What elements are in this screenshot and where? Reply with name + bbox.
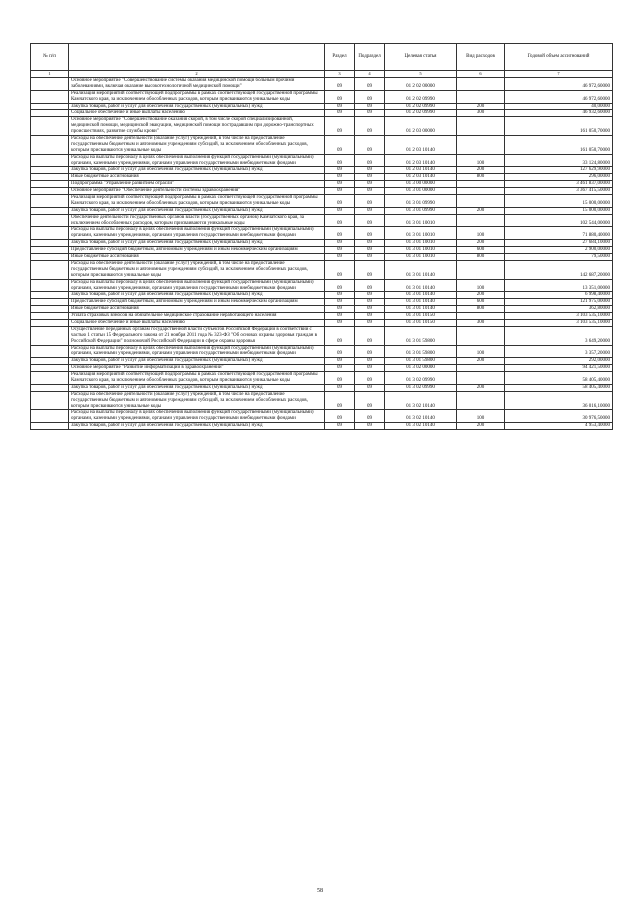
row-target: 01 3 01 59800 [385,345,457,358]
row-number [31,391,69,410]
row-name: Закупка товаров, работ и услуг для обеспечения государственных (муниципальных) нужд [69,358,325,365]
row-amount: 15 000,00000 [505,195,613,208]
table-row [31,313,613,320]
row-name: Предоставление субсидий бюджетным, автономным учреждениям и иным некоммерческим организациям [69,247,325,254]
row-subsection: 09 [355,391,385,410]
row-number [31,384,69,391]
table-row [31,167,613,174]
row-number [31,365,69,372]
row-subsection: 09 [355,384,385,391]
row-section: 09 [325,78,355,91]
table-body [31,78,613,430]
row-amount: 71 880,40000 [505,227,613,240]
row-subsection: 09 [355,181,385,188]
row-number [31,254,69,261]
row-subsection: 09 [355,110,385,117]
row-amount: 4 953,40000 [505,423,613,430]
row-subsection: 09 [355,326,385,345]
row-name: Расходы на обеспечение деятельности (оказание услуг) учреждений, в том числе на предоставление государственным бюджетным и автономным учреждениям субсидий, за исключением обособленных расходов, которым присваиваются уникальные коды [69,136,325,155]
row-name: Социальное обеспечение и иные выплаты населению [69,110,325,117]
row-name: Основное мероприятие "Развитие информатизации в здравоохранении" [69,365,325,372]
row-section: 09 [325,103,355,110]
row-subsection: 09 [355,240,385,247]
row-number [31,423,69,430]
row-target: 01 2 03 00000 [385,117,457,136]
row-section: 09 [325,188,355,195]
row-target: 01 3 01 10010 [385,227,457,240]
row-amount: 46 932,60000 [505,110,613,117]
row-number [31,195,69,208]
column-number: 2 [69,71,325,78]
row-target: 01 3 01 10010 [385,254,457,261]
row-name: Основное мероприятие "Совершенствование оказания скорой, в том числе скорой специализированной, медицинской помощи, медицинской эвакуации, медицинской помощи пострадавшим при дорожно-транспортных происшествиях, развитие службы крови" [69,117,325,136]
row-expense-type [457,90,505,103]
row-section: 09 [325,358,355,365]
row-section: 09 [325,136,355,155]
row-target: 01 3 01 59800 [385,326,457,345]
row-section: 09 [325,240,355,247]
row-expense-type [457,117,505,136]
row-amount: 3 649,20000 [505,326,613,345]
row-name: Основное мероприятие "Обеспечение деятельности системы здравоохранения" [69,188,325,195]
row-name: Иные бюджетные ассигнования [69,306,325,313]
row-section: 09 [325,154,355,167]
row-target: 01 3 01 10140 [385,292,457,299]
column-number: 4 [355,71,385,78]
row-number [31,279,69,292]
row-number [31,117,69,136]
row-target: 01 3 01 10150 [385,319,457,326]
row-subsection: 09 [355,260,385,279]
row-number [31,78,69,91]
row-expense-type: 200 [457,207,505,214]
row-expense-type: 200 [457,103,505,110]
table-row [31,195,613,208]
row-number [31,358,69,365]
row-name: Реализация мероприятий соответствующей подпрограммы в рамках соответствующей государственной программы Камчатского края, за исключением обособленных расходов, которым присваиваются уникальные коды [69,195,325,208]
table-row [31,227,613,240]
row-target: 01 2 02 09990 [385,90,457,103]
row-amount: 142 687,20000 [505,260,613,279]
row-subsection: 09 [355,174,385,181]
row-number [31,103,69,110]
row-number [31,188,69,195]
row-target: 01 3 02 09990 [385,372,457,385]
row-subsection: 09 [355,188,385,195]
row-amount: 102 544,00000 [505,214,613,227]
row-section: 09 [325,110,355,117]
row-section: 09 [325,292,355,299]
row-section: 09 [325,247,355,254]
row-name: Расходы на выплаты персоналу в целях обеспечения выполнения функций государственными (муниципальными) органами, казенными учреждениями, органами управления государственными внебюджетными фондами [69,410,325,423]
row-subsection: 09 [355,90,385,103]
row-section: 09 [325,117,355,136]
row-section: 09 [325,391,355,410]
table-row [31,240,613,247]
row-expense-type: 200 [457,292,505,299]
table-row [31,299,613,306]
row-name: Закупка товаров, работ и услуг для обеспечения государственных (муниципальных) нужд [69,292,325,299]
row-name: Расходы на выплаты персоналу в целях обеспечения выполнения функций государственными (муниципальными) органами, казенными учреждениями, органами управления государственными внебюджетными фондами [69,345,325,358]
table-row [31,207,613,214]
row-number [31,247,69,254]
row-name: Закупка товаров, работ и услуг для обеспечения государственных (муниципальных) нужд [69,240,325,247]
table-row [31,188,613,195]
row-name: Расходы на выплаты персоналу в целях обеспечения выполнения функций государственными (муниципальными) органами, казенными учреждениями, органами управления государственными внебюджетными фондами [69,279,325,292]
row-expense-type: 600 [457,247,505,254]
row-amount: 79,50000 [505,254,613,261]
table-row [31,423,613,430]
table-row [31,110,613,117]
row-target: 01 2 03 10140 [385,154,457,167]
row-subsection: 09 [355,423,385,430]
row-target: 01 3 01 09990 [385,195,457,208]
row-target: 01 3 01 00000 [385,188,457,195]
row-expense-type [457,365,505,372]
row-expense-type [457,214,505,227]
row-section: 09 [325,227,355,240]
row-section: 09 [325,207,355,214]
table-row [31,174,613,181]
table-row [31,358,613,365]
row-expense-type: 800 [457,174,505,181]
row-subsection: 09 [355,154,385,167]
row-target: 01 3 01 10140 [385,279,457,292]
row-amount: 362,80000 [505,306,613,313]
row-amount: 3 103 535,10000 [505,319,613,326]
row-subsection: 09 [355,227,385,240]
page-number: 58 [317,888,323,894]
row-number [31,260,69,279]
table-row [31,326,613,345]
row-subsection: 09 [355,254,385,261]
row-name: Закупка товаров, работ и услуг для обеспечения государственных (муниципальных) нужд [69,103,325,110]
table-row [31,254,613,261]
row-amount: 58 405,40000 [505,372,613,385]
row-subsection: 09 [355,345,385,358]
table-row [31,78,613,91]
row-section: 09 [325,90,355,103]
row-target: 01 2 03 10140 [385,136,457,155]
row-expense-type: 300 [457,319,505,326]
header-section: Раздел [325,44,355,71]
row-target: 01 2 02 09990 [385,110,457,117]
row-expense-type [457,372,505,385]
budget-table [30,43,613,430]
row-number [31,214,69,227]
row-amount: 3 461 837,00000 [505,181,613,188]
row-target: 01 2 03 10140 [385,174,457,181]
row-section: 09 [325,345,355,358]
row-section: 09 [325,181,355,188]
row-expense-type [457,313,505,320]
row-number [31,240,69,247]
row-expense-type [457,391,505,410]
row-section: 09 [325,299,355,306]
table-row [31,279,613,292]
row-expense-type: 200 [457,167,505,174]
row-number [31,313,69,320]
header-amount: Годовой объем ассигнований [505,44,613,71]
table-row [31,103,613,110]
row-name: Расходы на выплаты персоналу в целях обеспечения выполнения функций государственными (муниципальными) органами, казенными учреждениями, органами управления государственными внебюджетными фондами [69,154,325,167]
header-num: № п/п [31,44,69,71]
row-target: 01 3 02 10140 [385,423,457,430]
row-expense-type [457,260,505,279]
row-section: 09 [325,167,355,174]
row-amount: 127 629,90000 [505,167,613,174]
row-amount: 3 103 535,10000 [505,313,613,320]
row-number [31,306,69,313]
row-name: Расходы на выплаты персоналу в целях обеспечения выполнения функций государственными (муниципальными) органами, казенными учреждениями, органами управления государственными внебюджетными фондами [69,227,325,240]
table-row [31,345,613,358]
row-amount: 46 972,60000 [505,78,613,91]
table-row [31,372,613,385]
table-row [31,154,613,167]
column-number: 5 [385,71,457,78]
row-expense-type: 800 [457,306,505,313]
row-expense-type: 100 [457,345,505,358]
row-number [31,372,69,385]
row-subsection: 09 [355,279,385,292]
row-section: 09 [325,306,355,313]
row-number [31,292,69,299]
row-subsection: 09 [355,313,385,320]
row-expense-type: 100 [457,410,505,423]
row-number [31,154,69,167]
row-section: 09 [325,279,355,292]
row-section: 09 [325,410,355,423]
row-name: Реализация мероприятий соответствующей подпрограммы в рамках соответствующей государственной программы Камчатского края, за исключением обособленных расходов, которым присваиваются уникальные коды [69,372,325,385]
row-section: 09 [325,214,355,227]
row-subsection: 09 [355,207,385,214]
row-subsection: 09 [355,103,385,110]
table-row [31,292,613,299]
row-number [31,90,69,103]
row-subsection: 09 [355,365,385,372]
row-expense-type: 200 [457,423,505,430]
table-header-row [31,44,613,71]
row-expense-type [457,195,505,208]
row-section: 09 [325,260,355,279]
row-amount: 46 972,60000 [505,90,613,103]
row-amount: 27 684,10000 [505,240,613,247]
row-amount: 36 016,10000 [505,391,613,410]
row-name: Социальное обеспечение и иные выплаты населению [69,319,325,326]
row-section: 09 [325,372,355,385]
row-amount: 161 050,70000 [505,117,613,136]
row-subsection: 09 [355,306,385,313]
row-target: 01 3 00 00000 [385,181,457,188]
header-expense-type: Вид расходов [457,44,505,71]
row-section: 09 [325,326,355,345]
row-expense-type: 200 [457,240,505,247]
row-target: 01 2 02 00000 [385,78,457,91]
row-name: Подпрограмма "Управление развитием отрасли" [69,181,325,188]
table-row [31,410,613,423]
row-section: 09 [325,313,355,320]
table-row [31,90,613,103]
row-target: 01 3 01 10010 [385,247,457,254]
row-amount: 3 367 415,50000 [505,188,613,195]
row-name: Закупка товаров, работ и услуг для обеспечения государственных (муниципальных) нужд [69,207,325,214]
column-number: 1 [31,71,69,78]
row-expense-type [457,136,505,155]
row-amount: 292,00000 [505,358,613,365]
row-name: Уплата страховых взносов на обязательное медицинское страхование неработающего населения [69,313,325,320]
row-amount: 15 000,00000 [505,207,613,214]
row-amount: 33 124,80000 [505,154,613,167]
row-subsection: 09 [355,195,385,208]
row-number [31,174,69,181]
row-expense-type: 300 [457,110,505,117]
row-subsection: 09 [355,358,385,365]
row-amount: 40,00000 [505,103,613,110]
row-number [31,319,69,326]
row-name: Реализация мероприятий соответствующей подпрограммы в рамках соответствующей государственной программы Камчатского края, за исключением обособленных расходов, которым присваиваются уникальные коды [69,90,325,103]
row-expense-type: 800 [457,254,505,261]
table-row [31,384,613,391]
row-target: 01 3 01 10010 [385,214,457,227]
table-row [31,319,613,326]
row-subsection: 09 [355,372,385,385]
header-name [69,44,325,71]
row-section: 09 [325,384,355,391]
row-subsection: 09 [355,117,385,136]
row-amount: 121 975,00000 [505,299,613,306]
row-target: 01 3 02 10140 [385,391,457,410]
row-target: 01 3 01 10150 [385,313,457,320]
row-name: Основное мероприятие "Совершенствование системы оказания медицинской помощи больным прочими заболеваниями, включая оказание высокотехнологичной медицинской помощи" [69,78,325,91]
row-expense-type [457,188,505,195]
row-target: 01 3 01 10010 [385,240,457,247]
row-subsection: 09 [355,167,385,174]
row-target: 01 3 01 09990 [385,207,457,214]
row-number [31,299,69,306]
row-expense-type: 600 [457,299,505,306]
row-number [31,227,69,240]
row-name: Расходы на обеспечение деятельности (оказание услуг) учреждений, в том числе на предоставление государственным бюджетным и автономным учреждениям субсидий, за исключением обособленных расходов, которым присваиваются уникальные коды [69,260,325,279]
row-expense-type: 100 [457,227,505,240]
header-subsection: Подраздел [355,44,385,71]
row-number [31,110,69,117]
table-row [31,214,613,227]
row-target: 01 2 03 10140 [385,167,457,174]
table-row [31,181,613,188]
row-amount: 2 900,00000 [505,247,613,254]
row-amount: 296,00000 [505,174,613,181]
row-expense-type: 100 [457,279,505,292]
table-row [31,365,613,372]
row-name: Расходы на обеспечение деятельности (оказание услуг) учреждений, в том числе на предоставление государственным бюджетным и автономным учреждениям субсидий, за исключением обособленных расходов, которым присваиваются уникальные коды [69,391,325,410]
row-target: 01 3 02 00000 [385,365,457,372]
row-number [31,181,69,188]
row-number [31,345,69,358]
header-target: Целевая статья [385,44,457,71]
row-section: 09 [325,174,355,181]
row-subsection: 09 [355,136,385,155]
row-amount: 161 050,70000 [505,136,613,155]
column-number-row [31,71,613,78]
row-amount: 3 357,20000 [505,345,613,358]
row-target: 01 3 01 10140 [385,299,457,306]
row-amount: 13 351,00000 [505,279,613,292]
table-row [31,136,613,155]
table-row [31,260,613,279]
row-subsection: 09 [355,78,385,91]
row-expense-type: 200 [457,384,505,391]
row-amount: 94 421,50000 [505,365,613,372]
row-number [31,207,69,214]
row-section: 09 [325,365,355,372]
row-target: 01 3 01 10140 [385,260,457,279]
row-expense-type [457,326,505,345]
row-target: 01 3 01 10140 [385,306,457,313]
row-subsection: 09 [355,214,385,227]
row-name: Иные бюджетные ассигнования [69,174,325,181]
row-name: Закупка товаров, работ и услуг для обеспечения государственных (муниципальных) нужд [69,384,325,391]
column-number: 6 [457,71,505,78]
row-section: 09 [325,319,355,326]
row-target: 01 2 02 09990 [385,103,457,110]
row-subsection: 09 [355,299,385,306]
row-expense-type [457,181,505,188]
row-subsection: 09 [355,247,385,254]
row-number [31,326,69,345]
row-name: Закупка товаров, работ и услуг для обеспечения государственных (муниципальных) нужд [69,167,325,174]
table-row [31,391,613,410]
row-target: 01 3 01 59800 [385,358,457,365]
row-section: 09 [325,423,355,430]
table-row [31,117,613,136]
row-expense-type [457,78,505,91]
row-number [31,167,69,174]
row-number [31,410,69,423]
row-subsection: 09 [355,292,385,299]
row-name: Иные бюджетные ассигнования [69,254,325,261]
row-number [31,136,69,155]
row-subsection: 09 [355,319,385,326]
row-expense-type: 200 [457,358,505,365]
row-target: 01 3 02 09990 [385,384,457,391]
row-expense-type: 100 [457,154,505,167]
row-section: 09 [325,195,355,208]
table-row [31,306,613,313]
row-name: Закупка товаров, работ и услуг для обеспечения государственных (муниципальных) нужд [69,423,325,430]
row-target: 01 3 02 10140 [385,410,457,423]
row-amount: 6 998,40000 [505,292,613,299]
row-section: 09 [325,254,355,261]
row-name: Осуществление переданных органам государственной власти субъектов Российской Федерации в соответствии с частью 1 статьи 15 Федерального закона от 21 ноября 2011 года № 323-ФЗ "Об основах охраны здоровья граждан в Российской Федерации" полномочий Российской Федерации в сфере охраны здоровья [69,326,325,345]
row-amount: 58 405,40000 [505,384,613,391]
column-number: 7 [505,71,613,78]
row-amount: 30 976,50000 [505,410,613,423]
table-row [31,247,613,254]
row-name: Обеспечение деятельности государственных органов власти (государственных органов) Камчатского края, за исключением обособленных расходов, которым присваиваются уникальные коды [69,214,325,227]
row-subsection: 09 [355,410,385,423]
column-number: 3 [325,71,355,78]
row-name: Предоставление субсидий бюджетным, автономным учреждениям и иным некоммерческим организациям [69,299,325,306]
